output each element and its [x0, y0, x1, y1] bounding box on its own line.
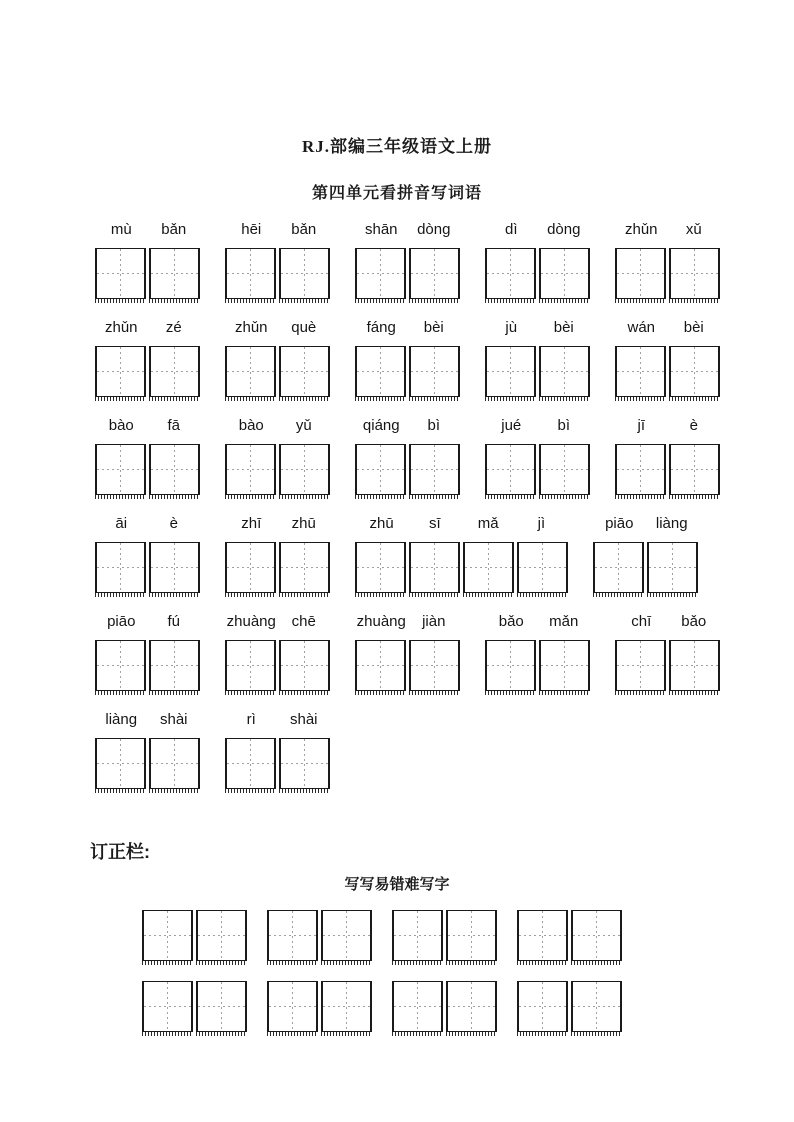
word-group	[225, 220, 330, 305]
pinyin-syllable: dòng	[417, 221, 451, 238]
tianzige-writing-cell	[149, 542, 200, 593]
tianzige-writing-cell	[463, 542, 514, 593]
tianzige-writing-cell	[95, 738, 146, 789]
word-group	[355, 416, 460, 501]
writing-boxes-row	[485, 640, 590, 697]
tianzige-writing-cell	[142, 910, 193, 961]
pinyin-syllable: bèi	[423, 319, 444, 336]
tianzige-writing-cell	[95, 346, 146, 397]
pinyin-syllable: xǔ	[685, 221, 702, 238]
writing-boxes-row	[95, 738, 200, 795]
pinyin-row	[355, 514, 568, 533]
writing-boxes-row	[267, 910, 372, 967]
pinyin-syllable: zhǔn	[104, 319, 138, 336]
pinyin-syllable: bì	[427, 417, 440, 434]
writing-boxes-row	[355, 444, 460, 501]
tianzige-writing-cell	[517, 910, 568, 961]
correction-word-group	[142, 981, 247, 1038]
correction-word-group	[392, 981, 497, 1038]
word-group	[95, 514, 200, 599]
tianzige-writing-cell	[142, 981, 193, 1032]
tianzige-writing-cell	[392, 981, 443, 1032]
page-title: RJ.部编三年级语文上册	[301, 137, 493, 156]
writing-boxes-row	[95, 346, 200, 403]
pinyin-row	[355, 416, 460, 435]
writing-boxes-row	[95, 248, 200, 305]
page-subtitle: 第四单元看拼音写词语	[311, 185, 482, 202]
tianzige-writing-cell	[615, 248, 666, 299]
word-group	[95, 416, 200, 501]
pinyin-row	[225, 318, 330, 337]
word-group	[225, 612, 330, 697]
pinyin-syllable: wán	[627, 319, 656, 336]
tianzige-writing-cell	[95, 248, 146, 299]
word-row	[95, 416, 723, 501]
word-group	[615, 416, 720, 501]
writing-boxes-row	[355, 248, 460, 305]
tianzige-writing-cell	[539, 640, 590, 691]
pinyin-syllable: hēi	[241, 221, 262, 238]
pinyin-syllable: zé	[165, 319, 182, 336]
pinyin-row	[225, 710, 330, 729]
writing-boxes-row	[355, 640, 460, 697]
pinyin-syllable: zhū	[291, 515, 316, 532]
writing-boxes-row	[485, 248, 590, 305]
tianzige-writing-cell	[615, 640, 666, 691]
tianzige-writing-cell	[267, 981, 318, 1032]
writing-boxes-row	[485, 346, 590, 403]
tianzige-writing-cell	[409, 248, 460, 299]
tianzige-writing-cell	[517, 542, 568, 593]
writing-boxes-row	[615, 444, 720, 501]
tianzige-writing-cell	[539, 444, 590, 495]
tianzige-writing-cell	[409, 640, 460, 691]
pinyin-syllable: bǎn	[161, 221, 187, 238]
writing-boxes-row	[593, 542, 698, 599]
pinyin-row	[593, 514, 698, 533]
tianzige-writing-cell	[571, 910, 622, 961]
correction-word-group	[517, 981, 622, 1038]
tianzige-writing-cell	[485, 640, 536, 691]
pinyin-word-grid-section	[95, 220, 723, 795]
pinyin-syllable: bào	[238, 417, 264, 434]
pinyin-row	[225, 514, 330, 533]
pinyin-syllable: zhuàng	[226, 613, 276, 630]
pinyin-syllable: jī	[637, 417, 645, 434]
word-group	[593, 514, 698, 599]
pinyin-syllable: shài	[289, 711, 318, 728]
tianzige-writing-cell	[149, 444, 200, 495]
pinyin-syllable: bèi	[553, 319, 574, 336]
pinyin-syllable: zhī	[241, 515, 262, 532]
pinyin-syllable: zhǔn	[624, 221, 658, 238]
pinyin-syllable: jì	[537, 515, 546, 532]
tianzige-writing-cell	[409, 346, 460, 397]
word-group	[355, 514, 568, 599]
pinyin-syllable: mǎn	[549, 613, 579, 630]
word-group	[225, 416, 330, 501]
pinyin-syllable: jù	[505, 319, 518, 336]
pinyin-row	[225, 612, 330, 631]
tianzige-writing-cell	[485, 248, 536, 299]
word-group	[615, 612, 720, 697]
tianzige-writing-cell	[355, 640, 406, 691]
writing-boxes-row	[225, 640, 330, 697]
pinyin-row	[95, 612, 200, 631]
tianzige-writing-cell	[355, 542, 406, 593]
pinyin-row	[615, 220, 720, 239]
tianzige-writing-cell	[409, 542, 460, 593]
tianzige-writing-cell	[279, 346, 330, 397]
pinyin-syllable: dòng	[547, 221, 581, 238]
word-group	[225, 514, 330, 599]
tianzige-writing-cell	[446, 910, 497, 961]
word-group	[615, 220, 720, 305]
writing-boxes-row	[615, 346, 720, 403]
tianzige-writing-cell	[321, 981, 372, 1032]
pinyin-syllable: fā	[167, 417, 180, 434]
pinyin-syllable: jiàn	[422, 613, 446, 630]
correction-grid-section	[142, 910, 622, 1038]
pinyin-syllable: fáng	[366, 319, 396, 336]
pinyin-row	[485, 318, 590, 337]
word-group	[225, 710, 330, 795]
pinyin-row	[355, 318, 460, 337]
pinyin-syllable: fú	[167, 613, 180, 630]
tianzige-writing-cell	[485, 444, 536, 495]
pinyin-syllable: bǎo	[498, 613, 524, 630]
pinyin-syllable: shān	[364, 221, 398, 238]
pinyin-syllable: bào	[108, 417, 134, 434]
tianzige-writing-cell	[95, 542, 146, 593]
tianzige-writing-cell	[593, 542, 644, 593]
writing-boxes-row	[95, 640, 200, 697]
tianzige-writing-cell	[355, 444, 406, 495]
correction-word-group	[392, 910, 497, 967]
correction-section-subtitle: 写写易错难写字	[344, 876, 450, 893]
tianzige-writing-cell	[485, 346, 536, 397]
tianzige-writing-cell	[409, 444, 460, 495]
tianzige-writing-cell	[149, 640, 200, 691]
tianzige-writing-cell	[149, 346, 200, 397]
correction-word-group	[267, 910, 372, 967]
tianzige-writing-cell	[669, 346, 720, 397]
pinyin-row	[615, 416, 720, 435]
tianzige-writing-cell	[539, 346, 590, 397]
writing-boxes-row	[225, 346, 330, 403]
writing-boxes-row	[225, 542, 330, 599]
writing-boxes-row	[517, 981, 622, 1038]
pinyin-syllable: dì	[504, 221, 518, 238]
word-group	[355, 220, 460, 305]
writing-boxes-row	[267, 981, 372, 1038]
pinyin-syllable: jué	[501, 417, 522, 434]
pinyin-syllable: què	[291, 319, 317, 336]
pinyin-row	[95, 710, 200, 729]
word-group	[485, 416, 590, 501]
tianzige-writing-cell	[279, 542, 330, 593]
writing-boxes-row	[615, 248, 720, 305]
pinyin-syllable: è	[169, 515, 178, 532]
tianzige-writing-cell	[95, 444, 146, 495]
tianzige-writing-cell	[149, 248, 200, 299]
tianzige-writing-cell	[225, 542, 276, 593]
pinyin-row	[355, 612, 460, 631]
writing-boxes-row	[392, 910, 497, 967]
pinyin-syllable: bì	[557, 417, 570, 434]
tianzige-writing-cell	[196, 910, 247, 961]
tianzige-writing-cell	[615, 346, 666, 397]
word-group	[95, 318, 200, 403]
pinyin-row	[225, 416, 330, 435]
pinyin-syllable: chē	[291, 613, 316, 630]
tianzige-writing-cell	[647, 542, 698, 593]
pinyin-row	[95, 416, 200, 435]
writing-boxes-row	[95, 542, 200, 599]
tianzige-writing-cell	[95, 640, 146, 691]
word-group	[95, 220, 200, 305]
writing-boxes-row	[392, 981, 497, 1038]
writing-boxes-row	[355, 542, 568, 599]
word-row	[95, 612, 723, 697]
tianzige-writing-cell	[446, 981, 497, 1032]
correction-row	[142, 910, 622, 967]
tianzige-writing-cell	[225, 444, 276, 495]
pinyin-syllable: sī	[429, 515, 441, 532]
tianzige-writing-cell	[149, 738, 200, 789]
word-row	[95, 514, 723, 599]
word-row	[95, 318, 723, 403]
pinyin-row	[95, 514, 200, 533]
correction-word-group	[517, 910, 622, 967]
tianzige-writing-cell	[279, 248, 330, 299]
word-group	[95, 612, 200, 697]
writing-boxes-row	[225, 738, 330, 795]
writing-boxes-row	[142, 981, 247, 1038]
word-group	[485, 220, 590, 305]
pinyin-syllable: liàng	[655, 515, 688, 532]
pinyin-syllable: āi	[115, 515, 128, 532]
tianzige-writing-cell	[279, 640, 330, 691]
word-group	[355, 612, 460, 697]
tianzige-writing-cell	[225, 248, 276, 299]
pinyin-row	[485, 220, 590, 239]
pinyin-row	[355, 220, 460, 239]
correction-word-group	[267, 981, 372, 1038]
pinyin-row	[615, 612, 720, 631]
pinyin-syllable: zhǔn	[234, 319, 268, 336]
word-row	[95, 710, 723, 795]
writing-boxes-row	[225, 444, 330, 501]
tianzige-writing-cell	[196, 981, 247, 1032]
tianzige-writing-cell	[615, 444, 666, 495]
tianzige-writing-cell	[279, 738, 330, 789]
tianzige-writing-cell	[355, 346, 406, 397]
pinyin-row	[225, 220, 330, 239]
word-group	[355, 318, 460, 403]
pinyin-row	[485, 612, 590, 631]
word-group	[615, 318, 720, 403]
tianzige-writing-cell	[669, 248, 720, 299]
correction-row	[142, 981, 622, 1038]
pinyin-syllable: bǎn	[291, 221, 317, 238]
word-group	[485, 318, 590, 403]
tianzige-writing-cell	[669, 444, 720, 495]
pinyin-row	[95, 318, 200, 337]
pinyin-syllable: piāo	[605, 515, 634, 532]
pinyin-syllable: mǎ	[477, 515, 499, 532]
tianzige-writing-cell	[225, 346, 276, 397]
word-group	[225, 318, 330, 403]
word-group	[485, 612, 590, 697]
pinyin-syllable: bèi	[683, 319, 704, 336]
pinyin-syllable: mù	[110, 221, 132, 238]
tianzige-writing-cell	[669, 640, 720, 691]
tianzige-writing-cell	[225, 640, 276, 691]
writing-boxes-row	[142, 910, 247, 967]
pinyin-syllable: yǔ	[295, 417, 312, 434]
tianzige-writing-cell	[267, 910, 318, 961]
pinyin-syllable: bǎo	[681, 613, 707, 630]
correction-word-group	[142, 910, 247, 967]
pinyin-syllable: chī	[631, 613, 652, 630]
tianzige-writing-cell	[392, 910, 443, 961]
tianzige-writing-cell	[355, 248, 406, 299]
writing-boxes-row	[95, 444, 200, 501]
word-row	[95, 220, 723, 305]
writing-boxes-row	[225, 248, 330, 305]
pinyin-syllable: qiáng	[362, 417, 400, 434]
pinyin-row	[95, 220, 200, 239]
pinyin-syllable: zhū	[369, 515, 394, 532]
writing-boxes-row	[485, 444, 590, 501]
writing-boxes-row	[355, 346, 460, 403]
tianzige-writing-cell	[279, 444, 330, 495]
writing-boxes-row	[517, 910, 622, 967]
tianzige-writing-cell	[539, 248, 590, 299]
tianzige-writing-cell	[225, 738, 276, 789]
pinyin-syllable: è	[689, 417, 698, 434]
tianzige-writing-cell	[321, 910, 372, 961]
pinyin-syllable: shài	[159, 711, 188, 728]
pinyin-row	[615, 318, 720, 337]
pinyin-syllable: rì	[246, 711, 256, 728]
pinyin-syllable: liàng	[105, 711, 138, 728]
tianzige-writing-cell	[517, 981, 568, 1032]
writing-boxes-row	[615, 640, 720, 697]
pinyin-syllable: piāo	[107, 613, 136, 630]
pinyin-syllable: zhuàng	[356, 613, 406, 630]
word-group	[95, 710, 200, 795]
pinyin-row	[485, 416, 590, 435]
correction-section-label: 订正栏:	[90, 842, 150, 862]
tianzige-writing-cell	[571, 981, 622, 1032]
